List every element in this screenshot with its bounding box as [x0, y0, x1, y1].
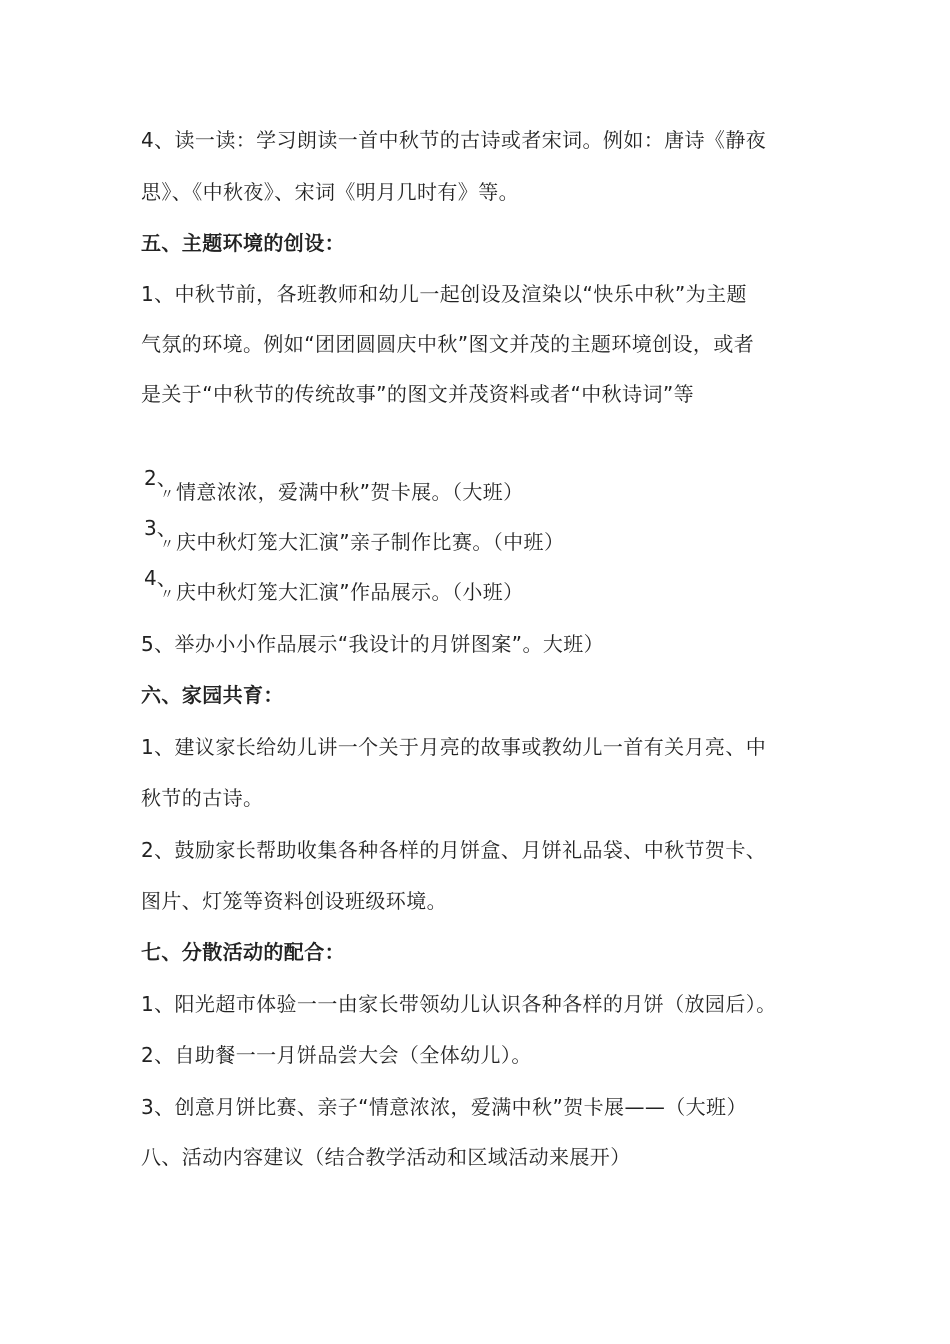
text-line-poem-examples: 思》、《中秋夜》、宋词《明月几时有》等。	[141, 180, 519, 204]
item-number: 2、	[144, 466, 177, 490]
section-heading-environment: 五、主题环境的创设：	[141, 231, 345, 255]
text-line-home-2: 秋节的古诗。	[141, 786, 264, 810]
text-line-activity-2: 2、自助餐一一月饼品尝大会（全体幼儿）。	[141, 1043, 532, 1067]
quote-mark: 〃	[160, 537, 174, 553]
text-line-read-poem: 4、读一读：学习朗读一首中秋节的古诗或者宋词。例如：唐诗《静夜	[141, 128, 767, 152]
text-line-home-3: 2、鼓励家长帮助收集各种各样的月饼盒、月饼礼品袋、中秋节贺卡、	[141, 838, 767, 862]
item-text: 庆中秋灯笼大汇演”亲子制作比赛。（中班）	[176, 530, 565, 554]
text-line-environment-3: 是关于“中秋节的传统故事”的图文并茂资料或者“中秋诗词”等	[141, 382, 695, 406]
item-text: 情意浓浓，爱满中秋”贺卡展。（大班）	[176, 480, 524, 504]
quote-mark: 〃	[160, 487, 174, 503]
text-line-environment-2: 气氛的环境。例如“团团圆圆庆中秋”图文并茂的主题环境创设，或者	[141, 332, 755, 356]
text-line-activity-1: 1、阳光超市体验一一由家长带领幼儿认识各种各样的月饼（放园后）。	[141, 992, 777, 1016]
text-line-activity-3: 3、创意月饼比赛、亲子“情意浓浓，爱满中秋”贺卡展——（大班）	[141, 1095, 747, 1119]
text-line-environment-1: 1、中秋节前，各班教师和幼儿一起创设及渲染以“快乐中秋”为主题	[141, 282, 747, 306]
section-heading-suggestions: 八、活动内容建议（结合教学活动和区域活动来展开）	[141, 1145, 631, 1169]
section-heading-home-school: 六、家园共育：	[141, 683, 284, 707]
item-text: 庆中秋灯笼大汇演”作品展示。（小班）	[176, 580, 524, 604]
item-number: 4、	[144, 566, 177, 590]
item-number: 3、	[144, 516, 177, 540]
text-line-mooncake-design: 5、举办小小作品展示“我设计的月饼图案”。大班）	[141, 632, 605, 656]
section-heading-activities: 七、分散活动的配合：	[141, 940, 345, 964]
quote-mark: 〃	[160, 587, 174, 603]
text-line-home-1: 1、建议家长给幼儿讲一个关于月亮的故事或教幼儿一首有关月亮、中	[141, 735, 767, 759]
text-line-home-4: 图片、灯笼等资料创设班级环境。	[141, 889, 447, 913]
